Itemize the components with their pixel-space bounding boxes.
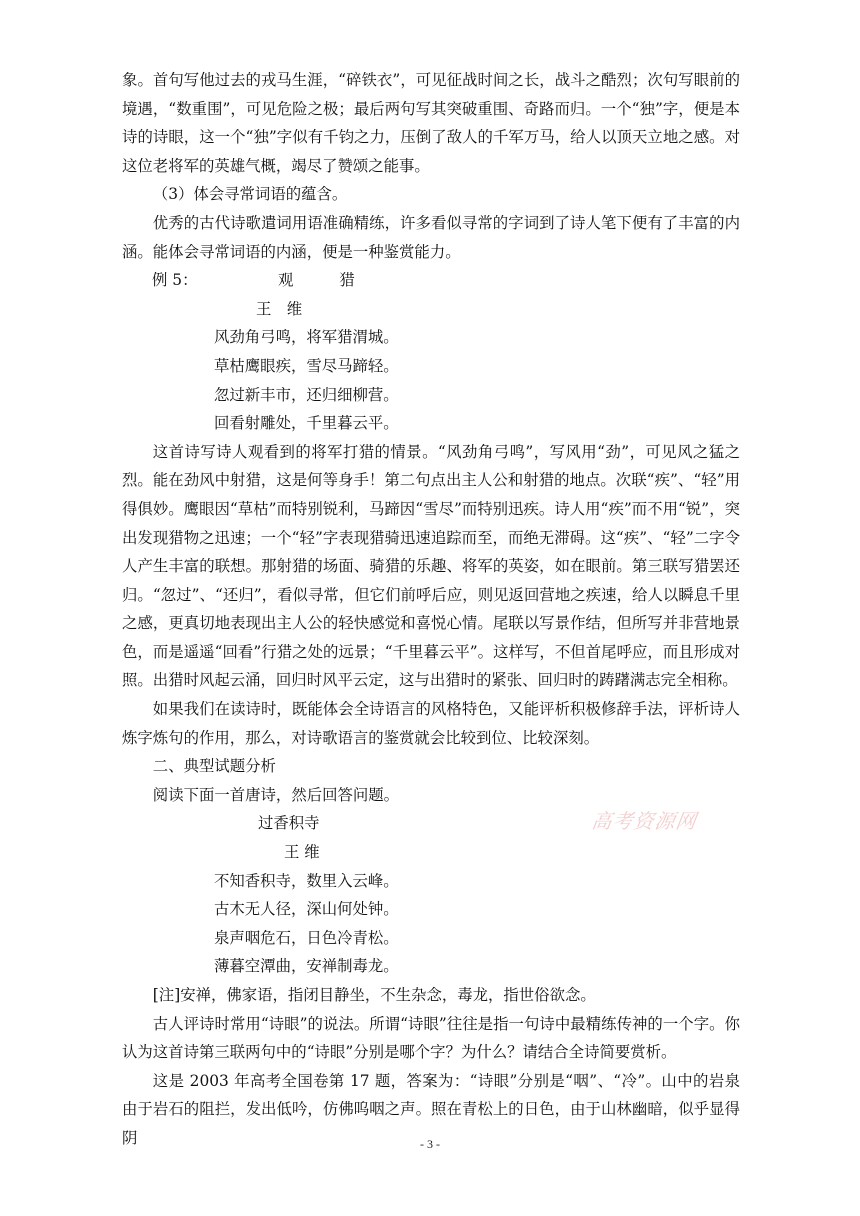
poem-title-guanlie bbox=[278, 266, 355, 295]
paragraph-question: 古人评诗时常用“诗眼”的说法。所谓“诗眼”往往是指一句诗中最精练传神的一个字。你认为这首诗第三联两句中的“诗眼”分别是哪个字？为什么？请结合全诗简要赏析。 bbox=[122, 1014, 740, 1062]
poem-line: 回看射雕处，千里暮云平。 bbox=[214, 414, 399, 433]
paragraph-continuation: 象。首句写他过去的戎马生涯，“碎铁衣”，可见征战时间之长，战斗之酷烈；次句写眼前的境遇，“数重围”，可见危险之极；最后两句写其突破重围、奇路而归。一个“独”字，便是本诗的诗眼，这一个“独”字似有千钧之力，压倒了敌人的千军万马，给人以顶天立地之感。对这位老将军的英雄气概，竭尽了赞颂之能事。 bbox=[122, 71, 740, 175]
paragraph-instruction: 阅读下面一首唐诗，然后回答问题。 bbox=[152, 785, 400, 804]
subheading-3: （3）体会寻常词语的蕴含。 bbox=[152, 185, 348, 204]
poem-author: 王 维 bbox=[284, 843, 320, 862]
paragraph-summary: 如果我们在读诗时，既能体会全诗语言的风格特色，又能评析积极修辞手法，评析诗人炼字炼句的作用，那么，对诗歌语言的鉴赏就会比较到位、比较深刻。 bbox=[122, 700, 740, 747]
paragraph-intro: 优秀的古代诗歌遣词用语准确精练，许多看似寻常的字词到了诗人笔下便有了丰富的内涵。能体会寻常词语的内涵，便是一种鉴赏能力。 bbox=[122, 213, 740, 261]
section-heading-2: 二、典型试题分析 bbox=[152, 757, 276, 776]
poem-line: 薄暮空潭曲，安禅制毒龙。 bbox=[214, 957, 399, 976]
poem-note: [注]安禅，佛家语，指闭目静坐，不生杂念，毒龙，指世俗欲念。 bbox=[152, 986, 596, 1004]
poem-title-char-2: 猎 bbox=[339, 271, 355, 290]
watermark: 高考资源网 bbox=[590, 809, 699, 833]
paragraph-answer: 这是 2003 年高考全国卷第 17 题，答案为：“诗眼”分别是“咽”、“冷”。山中的岩泉由于岩石的阻拦，发出低吟，仿佛呜咽之声。照在青松上的日色，由于山林幽暗，似乎显得阴 bbox=[122, 1071, 740, 1147]
poem-line: 古木无人径，深山何处钟。 bbox=[214, 900, 399, 919]
poem-line: 不知香积寺，数里入云峰。 bbox=[214, 871, 399, 890]
example-label: 例 5： bbox=[152, 271, 198, 290]
paragraph-analysis: 这首诗写诗人观看到的将军打猎的情景。“风劲角弓鸣”，写风用“劲”，可见风之猛之烈。能在劲风中射猎，这是何等身手！第二句点出主人公和射猎的地点。次联“疾”、“轻”用得俱妙。鹰眼因“草枯”而特别锐利，马蹄因“雪尽”而特别迅疾。诗人用“疾”而不用“锐”，突出发现猎物之迅速；一个“轻”字表现猎骑迅速追踪而至，而绝无滞碍。这“疾”、“轻”二字令人产生丰富的联想。那射猎的场面、骑猎的乐趣、将军的英姿，如在眼前。第三联写猎罢还归。“忽过”、“还归”，看似寻常，但它们前呼后应，则见返回营地之疾速，给人以瞬息千里之感，更真切地表现出主人公的轻快感觉和喜悦心情。尾联以写景作结，但所写并非营地景色，而是遥遥“回看”行猎之处的远景；“千里暮云平”。这样写，不但首尾呼应，而且形成对照。出猎时风起云涌，回归时风平云定，这与出猎时的紧张、回归时的踌躇满志完全相称。 bbox=[122, 442, 740, 690]
example-5-header bbox=[122, 266, 740, 295]
page-number: - 3 - bbox=[420, 1137, 440, 1151]
poem-author: 王 维 bbox=[256, 299, 303, 318]
poem-line: 草枯鹰眼疾，雪尽马蹄轻。 bbox=[214, 356, 399, 375]
poem-line: 忽过新丰市，还归细柳营。 bbox=[214, 385, 399, 404]
poem-title-char-1: 观 bbox=[278, 271, 294, 290]
poem-line: 风劲角弓鸣，将军猎渭城。 bbox=[214, 328, 399, 347]
poem-line: 泉声咽危石，日色冷青松。 bbox=[214, 928, 399, 947]
poem-title-xiangjisi: 过香积寺 bbox=[258, 814, 320, 833]
page-content bbox=[122, 66, 740, 1153]
